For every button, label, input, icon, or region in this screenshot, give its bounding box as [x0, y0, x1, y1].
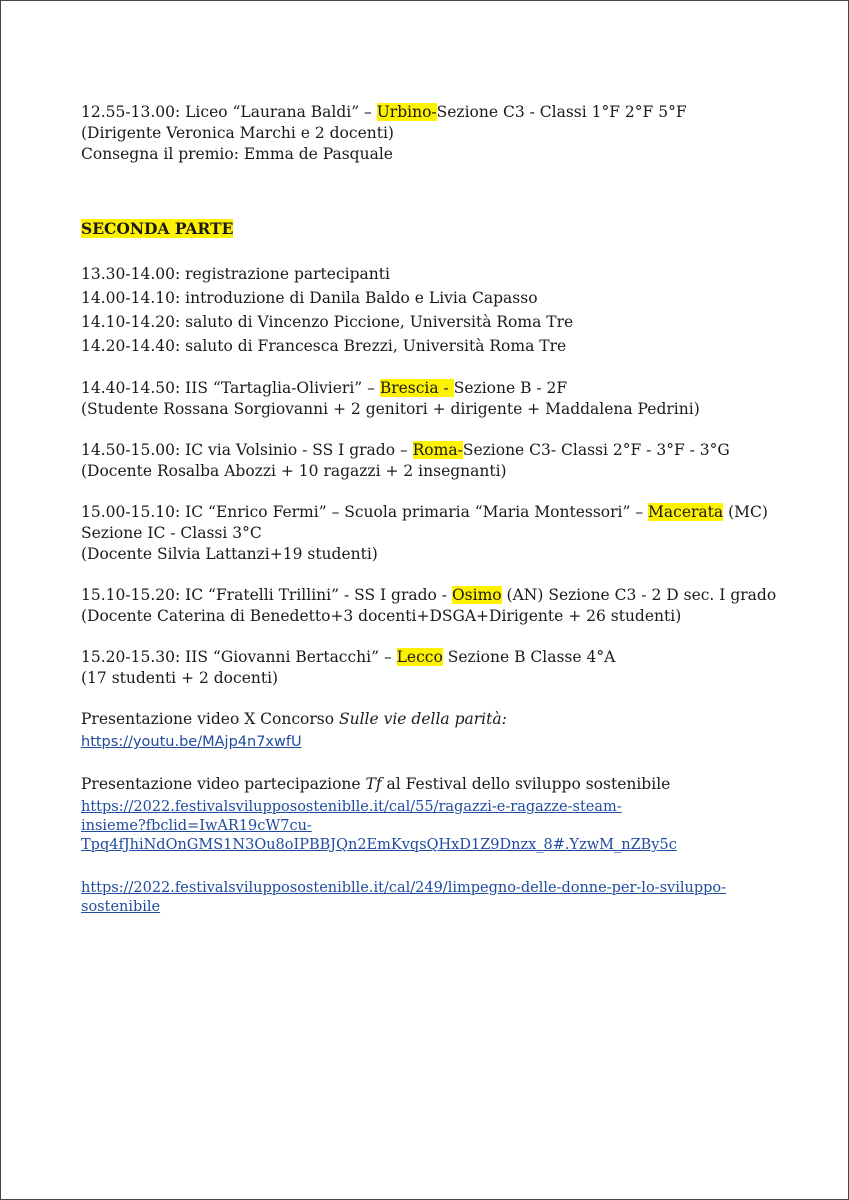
city-highlight: Urbino- — [376, 103, 437, 121]
entry-award: Consegna il premio: Emma de Pasquale — [81, 145, 393, 163]
entry-time: 14.50-15.00: IC via Volsinio - SS I grado – — [81, 441, 413, 459]
city-highlight: Roma- — [412, 441, 463, 459]
festival-link-line[interactable]: insieme?fbclid=IwAR19cW7cu- — [81, 818, 312, 834]
festival-link-2 — [81, 879, 801, 917]
entry-time: 14.40-14.50: IIS “Tartaglia-Olivieri” – — [81, 379, 380, 397]
entry-note: (Docente Silvia Lattanzi+19 studenti) — [81, 545, 378, 563]
city-highlight: Brescia - — [379, 379, 454, 397]
entry-urbino — [81, 102, 801, 123]
entry-brescia — [81, 378, 801, 420]
video-contest — [81, 709, 801, 754]
schedule-list — [81, 262, 801, 358]
entry-osimo — [81, 585, 801, 627]
entry-details: (AN) Sezione C3 - 2 D sec. I grado — [501, 586, 777, 604]
entry-note: (Studente Rossana Sorgiovanni + 2 genitori + dirigente + Maddalena Pedrini) — [81, 400, 700, 418]
schedule-item: 14.00-14.10: introduzione di Danila Baldo e Livia Capasso — [81, 289, 538, 307]
entry-note: (17 studenti + 2 docenti) — [81, 669, 279, 687]
entry-time: 12.55-13.00: Liceo “Laurana Baldi” – — [81, 103, 377, 121]
entry-details: Sezione B Classe 4°A — [442, 648, 616, 666]
entry-note: (Docente Rosalba Abozzi + 10 ragazzi + 2 insegnanti) — [81, 462, 507, 480]
entry-details: Sezione C3- Classi 2°F - 3°F - 3°G — [462, 441, 730, 459]
entry-details: Sezione C3 - Classi 1°F 2°F 5°F — [436, 103, 687, 121]
entry-macerata — [81, 502, 801, 565]
entry-time: 15.00-15.10: IC “Enrico Fermi” – Scuola primaria “Maria Montessori” – — [81, 503, 649, 521]
video-caption-italic: Tf — [365, 775, 382, 793]
festival-link-line[interactable]: Tpq4fJhiNdOnGMS1N3Ou8oIPBBJQn2EmKvqsQHxD1Z9Dnzx_8#.YzwM_nZBy5c — [81, 837, 677, 853]
entry-details: (MC) — [723, 503, 768, 521]
video-caption: Presentazione video partecipazione — [81, 775, 366, 793]
entry-roma — [81, 440, 801, 482]
entry-time: 15.20-15.30: IIS “Giovanni Bertacchi” – — [81, 648, 397, 666]
festival-link-line[interactable]: https://2022.festivalsviluppososteniblle.it/cal/249/limpegno-delle-donne-per-lo-sviluppo- — [81, 880, 727, 896]
section-title — [81, 218, 801, 240]
entry-time: 15.10-15.20: IC “Fratelli Trillini” - SS I grado - — [81, 586, 452, 604]
entry-note: (Dirigente Veronica Marchi e 2 docenti) — [81, 124, 394, 142]
entry-section: Sezione IC - Classi 3°C — [81, 524, 262, 542]
video-festival — [81, 774, 801, 855]
schedule-item: 13.30-14.00: registrazione partecipanti — [81, 265, 390, 283]
festival-link-line[interactable]: sostenibile — [81, 899, 161, 915]
video-caption-rest: al Festival dello sviluppo sostenibile — [381, 775, 671, 793]
entry-lecco — [81, 647, 801, 689]
city-highlight: Osimo — [451, 586, 502, 604]
city-highlight: Lecco — [396, 648, 443, 666]
video-caption-italic: Sulle vie della parità: — [338, 710, 507, 728]
entry-details: Sezione B - 2F — [453, 379, 568, 397]
schedule-item: 14.10-14.20: saluto di Vincenzo Piccione, Università Roma Tre — [81, 313, 574, 331]
section-title-text: SECONDA PARTE — [81, 219, 234, 238]
youtube-link[interactable]: https://youtu.be/MAjp4n7xwfU — [81, 734, 302, 750]
schedule-item: 14.20-14.40: saluto di Francesca Brezzi, Università Roma Tre — [81, 337, 567, 355]
festival-link-line[interactable]: https://2022.festivalsviluppososteniblle.it/cal/55/ragazzi-e-ragazze-steam- — [81, 799, 622, 815]
page-content — [81, 102, 801, 917]
video-caption: Presentazione video X Concorso — [81, 710, 339, 728]
entry-note: (Docente Caterina di Benedetto+3 docenti+DSGA+Dirigente + 26 studenti) — [81, 607, 682, 625]
city-highlight: Macerata — [648, 503, 724, 521]
